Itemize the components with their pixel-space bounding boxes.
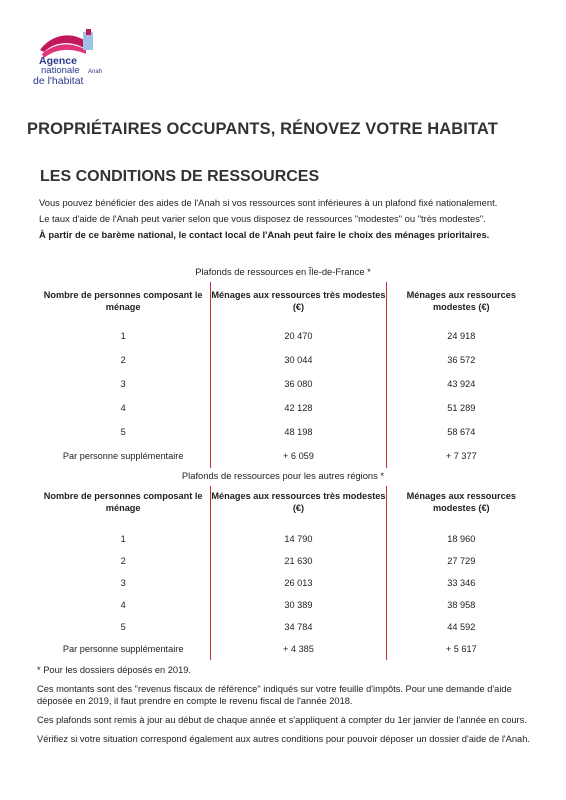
cell-modestes: 58 674 [447,427,476,437]
cell-persons: 5 [120,622,126,632]
page-title: PROPRIÉTAIRES OCCUPANTS, RÉNOVEZ VOTRE HABITAT [27,120,498,138]
cell-modestes: + 5 617 [445,644,477,654]
cell-persons: 4 [120,403,126,413]
logo-anah: Anah [88,69,103,75]
cell-persons: 3 [120,578,126,588]
cell-tres-modestes: 14 790 [211,528,386,550]
cell-persons: 4 [120,600,126,610]
cell-modestes: 36 572 [447,355,476,365]
table-row [36,372,536,396]
col-header-tres-modestes: Ménages aux ressources très modestes (€) [211,282,386,324]
table-row [36,444,536,468]
cell-tres-modestes: 21 630 [211,550,386,572]
table-row [36,616,536,638]
cell-modestes: 43 924 [447,379,476,389]
cell-tres-modestes: 34 784 [211,616,386,638]
intro-paragraph: Vous pouvez bénéficier des aides de l'Anah si vos ressources sont inférieures à un plafond fixé nationalement. [39,197,498,208]
cell-tres-modestes: + 6 059 [211,444,386,468]
col-header-modestes: Ménages aux ressources modestes (€) [406,491,516,513]
table-row [36,528,536,550]
cell-modestes: 27 729 [447,556,476,566]
cell-tres-modestes: 26 013 [211,572,386,594]
cell-persons: 1 [120,534,126,544]
cell-tres-modestes: 20 470 [211,324,386,348]
logo-line3: de l'habitat [33,75,84,87]
cell-modestes: + 7 377 [445,451,477,461]
table-idf [36,282,536,468]
cell-tres-modestes: 36 080 [211,372,386,396]
logo-line2: nationale [41,65,80,76]
table-row [36,348,536,372]
intro-text [39,197,529,246]
cell-modestes: 33 346 [447,578,476,588]
cell-persons: 2 [120,355,126,365]
table-row [36,572,536,594]
table-row [36,396,536,420]
cell-modestes: 18 960 [447,534,476,544]
cell-tres-modestes: 30 044 [211,348,386,372]
cell-persons: 2 [120,556,126,566]
footnote: Ces plafonds sont remis à jour au début de chaque année et s'appliquent à compter du 1er janvier de l'année en cours. [37,715,527,725]
cell-modestes: 38 958 [447,600,476,610]
cell-persons: Par personne supplémentaire [62,451,184,461]
cell-persons: 5 [120,427,126,437]
cell-tres-modestes: 48 198 [211,420,386,444]
footnote: * Pour les dossiers déposés en 2019. [37,665,192,675]
intro-paragraph-bold: À partir de ce barème national, le contact local de l'Anah peut faire le choix des ménages prioritaires. [39,229,490,241]
section-title: LES CONDITIONS DE RESSOURCES [40,168,320,185]
cell-modestes: 44 592 [447,622,476,632]
footnote: Vérifiez si votre situation correspond également aux autres conditions pour pouvoir déposer un dossier d'aide de l'Anah. [37,734,530,744]
col-header-tres-modestes: Ménages aux ressources très modestes (€) [211,486,386,528]
cell-tres-modestes: 30 389 [211,594,386,616]
col-header-persons: Nombre de personnes composant le ménage [43,491,203,513]
cell-tres-modestes: 42 128 [211,396,386,420]
cell-persons: Par personne supplémentaire [62,644,184,654]
table-row [36,420,536,444]
footnote: Ces montants sont des "revenus fiscaux de référence" indiqués sur votre feuille d'impôts. Pour une demande d'aide déposée en 2019, il faut prendre en compte le revenu fiscal de l'année 2018. [37,684,512,706]
table-row [36,324,536,348]
table-row [36,550,536,572]
table-idf-caption: Plafonds de ressources en Île-de-France * [195,266,371,277]
cell-persons: 1 [120,331,126,341]
logo-text [33,56,83,86]
col-header-modestes: Ménages aux ressources modestes (€) [406,290,516,312]
table-row [36,594,536,616]
col-header-persons: Nombre de personnes composant le ménage [43,290,203,312]
intro-paragraph: Le taux d'aide de l'Anah peut varier selon que vous disposez de ressources "modestes" ou "très modestes". [39,213,486,225]
table-regions [36,486,536,660]
cell-modestes: 51 289 [447,403,476,413]
footnotes [37,664,532,752]
table-regions-caption: Plafonds de ressources pour les autres régions * [181,470,385,481]
cell-tres-modestes: + 4 385 [211,638,386,660]
logo-line1: Agence [39,55,77,67]
cell-persons: 3 [120,379,126,389]
cell-modestes: 24 918 [447,331,476,341]
table-row [36,638,536,660]
